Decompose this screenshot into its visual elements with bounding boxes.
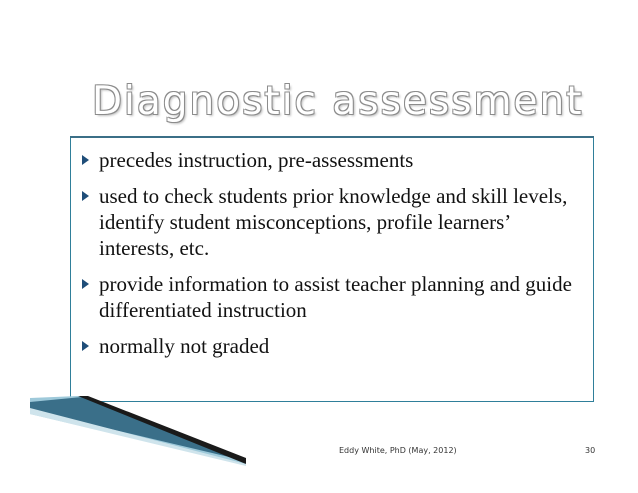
bullet-text: precedes instruction, pre-assessments — [99, 148, 414, 172]
triangle-bullet-icon — [82, 279, 89, 289]
triangle-bullet-icon — [82, 341, 89, 351]
bullet-item — [82, 333, 582, 359]
bullet-text: used to check students prior knowledge and skill levels, identify student misconceptions, profile learners’ interests, etc. — [99, 184, 568, 260]
bullet-item — [82, 147, 582, 173]
page-number: 30 — [585, 446, 596, 455]
footer-text: Eddy White, PhD (May, 2012) — [339, 446, 457, 455]
bullet-item — [82, 183, 582, 261]
swoosh-base — [30, 408, 246, 466]
bullet-text: normally not graded — [99, 334, 270, 358]
title-divider — [70, 136, 594, 138]
triangle-bullet-icon — [82, 155, 89, 165]
bullet-item — [82, 271, 582, 323]
triangle-bullet-icon — [82, 191, 89, 201]
swoosh-dark — [78, 396, 246, 464]
swoosh-blue — [30, 397, 246, 461]
swoosh-light — [30, 396, 246, 465]
bullet-list — [82, 147, 582, 369]
bullet-text: provide information to assist teacher planning and guide differentiated instruction — [99, 272, 572, 322]
slide-title: Diagnostic assessment — [92, 79, 584, 124]
